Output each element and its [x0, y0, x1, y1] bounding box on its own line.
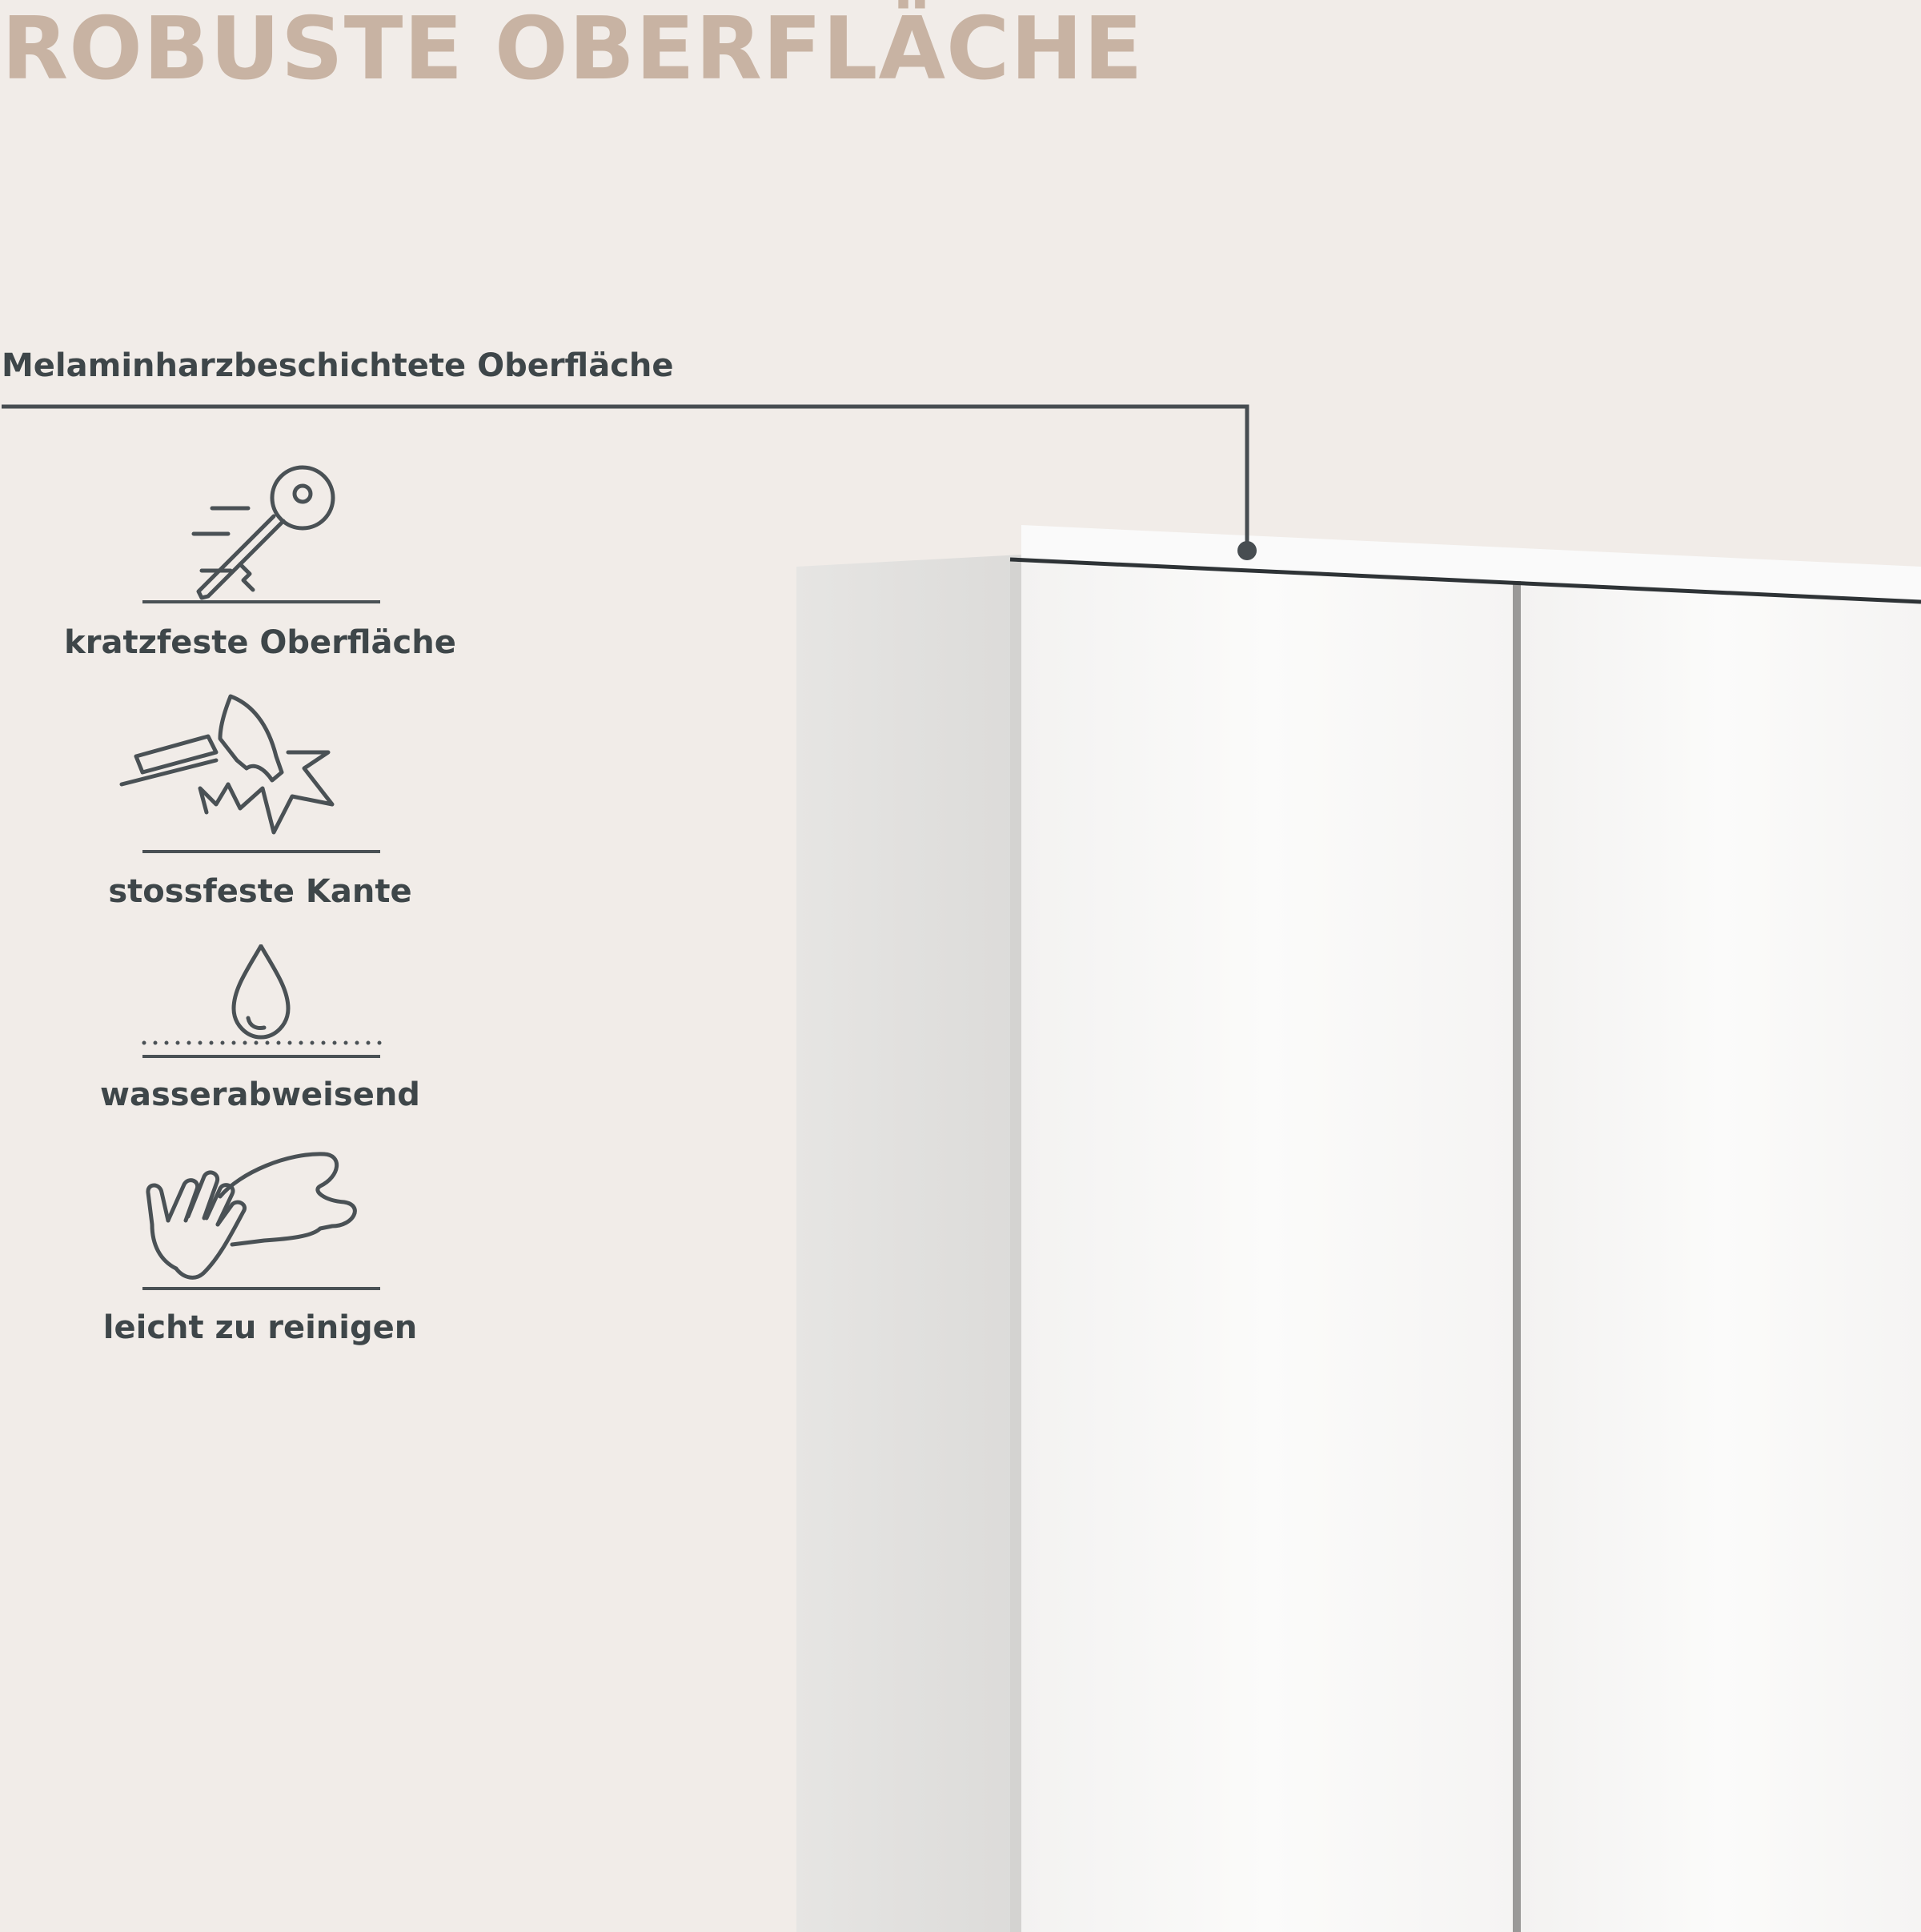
key-icon [48, 460, 472, 612]
hand-cloth-icon [48, 1144, 472, 1297]
callout-label: Melaminharzbeschichtete Oberfläche [2, 347, 674, 384]
door-gap [1513, 581, 1521, 1932]
feature-label: stossfeste Kante [108, 873, 412, 910]
feature-divider [142, 600, 380, 603]
cabinet-door-right [1521, 583, 1921, 1932]
feature-label: wasserabweisend [100, 1076, 420, 1113]
page-title: ROBUSTE OBERFLÄCHE [2, 0, 1144, 99]
feature-divider [142, 1287, 380, 1290]
feature-divider [142, 850, 380, 853]
callout-marker-dot [1237, 541, 1257, 560]
feature-divider [142, 1055, 380, 1058]
cabinet-side-panel [796, 555, 1021, 1932]
water-drop-icon [48, 944, 472, 1072]
feature-label: kratzfeste Oberfläche [64, 624, 456, 661]
hammer-impact-icon [48, 692, 472, 844]
feature-label: leicht zu reinigen [102, 1309, 418, 1346]
cabinet-front-edge [1010, 558, 1021, 1932]
cabinet-door-left [1021, 560, 1514, 1932]
